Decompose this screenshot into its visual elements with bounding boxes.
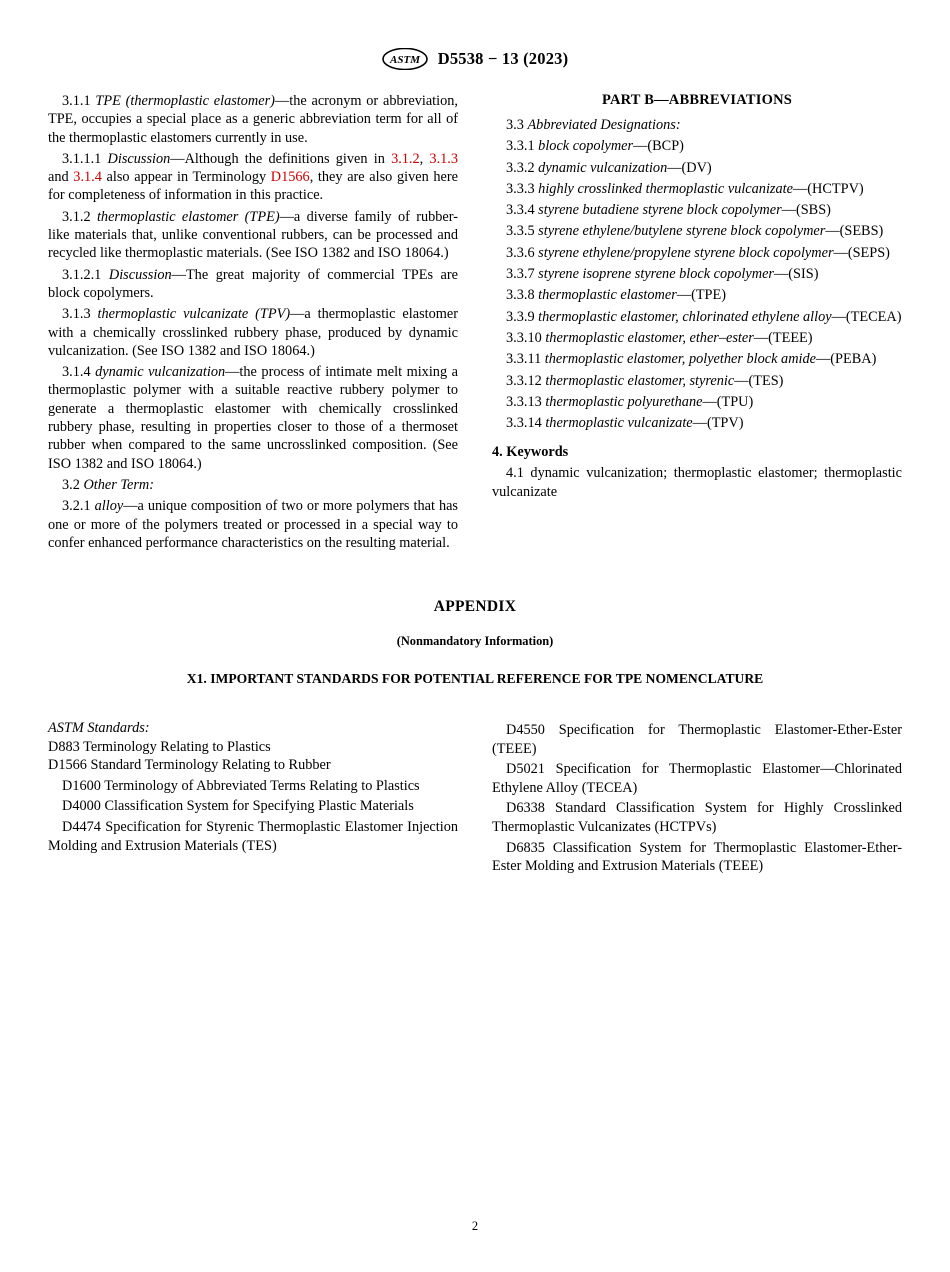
para-number: 3.1.2 — [62, 208, 91, 225]
abbrev-term: styrene butadiene styrene block copolymer — [538, 202, 782, 219]
standard-item[interactable]: D1566 Standard Terminology Relating to Rubber — [48, 757, 331, 774]
paragraph-3-1-1-1: 3.1.1.1 Discussion—Although the definitions given in 3.1.2, 3.1.3 and 3.1.4 also appear in Terminology D1566, they are also given here for completeness of information in this practice. — [48, 150, 459, 204]
abbrev-3-3-10 — [492, 329, 902, 347]
abbrev-code: —(SEBS) — [825, 223, 884, 240]
keywords-heading: 4. Keywords — [492, 444, 569, 461]
standard-item[interactable]: D5021 Specification for Thermoplastic Elastomer—Chlorinated Ethylene Alloy (TECEA) — [492, 761, 902, 796]
para-number: 3.3.11 — [506, 351, 542, 368]
para-number: 3.3.9 — [506, 308, 535, 325]
para-text: —a thermoplastic elastomer with a chemically crosslinked rubbery phase, produced by dynamic vulcanization. (See ISO 1382 and ISO 18064.) — [48, 306, 459, 359]
xref-d1566[interactable]: D1566 — [270, 169, 310, 186]
abbrev-3-3-6 — [492, 244, 902, 262]
para-term: Discussion — [107, 150, 171, 167]
astm-logo-icon — [382, 48, 428, 70]
para-term: Discussion — [108, 266, 172, 283]
abbrev-3-3-8 — [492, 286, 902, 304]
para-number: 3.2 — [62, 476, 80, 493]
abbrev-3-3-13 — [492, 393, 902, 411]
para-term: Other Term: — [83, 476, 155, 493]
document-title: D5538 − 13 (2023) — [437, 49, 569, 68]
abbrev-term: thermoplastic vulcanizate — [545, 415, 693, 432]
appendix-title: APPENDIX — [433, 598, 517, 616]
abbrev-term: block copolymer — [538, 138, 634, 155]
xref-3-1-2[interactable]: 3.1.2 — [391, 150, 420, 167]
para-number: 3.1.4 — [62, 364, 91, 381]
abbrev-3-3-1 — [492, 137, 902, 155]
abbrev-code: —(TPU) — [702, 393, 754, 410]
abbrev-code: —(TPV) — [692, 415, 744, 432]
abbrev-term: dynamic vulcanization — [538, 159, 668, 176]
abbrev-code: —(PEBA) — [815, 351, 877, 368]
page-number: 2 — [471, 1219, 479, 1233]
svg-text:ASTM: ASTM — [389, 54, 420, 66]
para-number: 3.2.1 — [62, 498, 91, 515]
abbrev-code: —(SEPS) — [833, 244, 890, 261]
para-number: 3.3.1 — [506, 138, 535, 155]
abbrev-term: thermoplastic elastomer, styrenic — [545, 372, 735, 389]
para-number: 3.3.12 — [506, 372, 542, 389]
paragraph-3-3 — [492, 116, 902, 134]
abbrev-term: thermoplastic elastomer — [538, 287, 677, 304]
abbrev-code: —(TES) — [734, 372, 784, 389]
para-text: —The great majority of commercial TPEs are block copolymers. — [48, 266, 458, 301]
right-column — [492, 92, 902, 552]
para-number: 3.1.1.1 — [62, 150, 102, 167]
abbrev-3-3-5 — [492, 222, 902, 240]
abbrev-term: thermoplastic elastomer, polyether block amide — [544, 351, 816, 368]
para-number: 3.3.14 — [506, 415, 542, 432]
appendix-section — [0, 598, 950, 876]
appendix-x1-title: X1. IMPORTANT STANDARDS FOR POTENTIAL REFERENCE FOR TPE NOMENCLATURE — [186, 671, 764, 687]
para-term: dynamic vulcanization — [95, 364, 226, 381]
abbrev-code: —(HCTPV) — [792, 180, 864, 197]
para-number: 3.3.10 — [506, 329, 542, 346]
para-number: 3.3.6 — [506, 244, 535, 261]
para-number: 3.3.8 — [506, 287, 535, 304]
para-number: 3.3.7 — [506, 266, 535, 283]
para-number: 3.3.4 — [506, 202, 535, 219]
appendix-right-column — [492, 719, 902, 876]
xref-3-1-3[interactable]: 3.1.3 — [429, 150, 459, 167]
para-term: thermoplastic vulcanizate (TPV) — [97, 306, 291, 323]
abbrev-3-3-14 — [492, 414, 902, 432]
para-number: 3.3 — [506, 117, 524, 133]
body-columns — [0, 70, 950, 552]
abbrev-3-3-11 — [492, 350, 902, 368]
abbrev-code: —(TPE) — [676, 287, 727, 304]
para-term: alloy — [94, 498, 124, 515]
abbrev-3-3-12 — [492, 372, 902, 390]
para-text: —the process of intimate melt mixing a thermoplastic polymer with a suitable reactive rubbery polymer to generate a thermoplastic elastomer with chemically crosslinked rubbery phase, resulting in properties closer to those of a thermoset rubber when compared to the same uncrosslinked composition. (See ISO 1382 and ISO 18064.) — [48, 364, 458, 472]
abbrev-term: styrene isoprene styrene block copolymer — [538, 266, 774, 283]
standard-item[interactable]: D6338 Standard Classification System for Highly Crosslinked Thermoplastic Vulcanizates (HCTPVs) — [492, 800, 902, 836]
para-number: 3.3.5 — [506, 223, 535, 240]
para-number: 3.1.1 — [62, 93, 91, 109]
para-number: 3.1.3 — [62, 306, 91, 323]
para-number: 3.1.2.1 — [62, 266, 102, 283]
abbrev-code: —(DV) — [667, 159, 712, 176]
standard-item[interactable]: D4000 Classification System for Specifying Plastic Materials — [62, 798, 414, 815]
nonmandatory-note: (Nonmandatory Information) — [396, 634, 554, 649]
paragraph-3-1-2-1 — [48, 266, 458, 303]
appendix-left-column — [48, 719, 458, 876]
paragraph-3-1-2 — [48, 208, 458, 263]
para-term: TPE (thermoplastic elastomer) — [95, 93, 275, 109]
para-number: 3.3.3 — [506, 180, 535, 197]
standard-item[interactable]: D6835 Classification System for Thermoplastic Elastomer-Ether-Ester Molding and Extrusion Materials (TEEE) — [492, 839, 902, 875]
astm-standards-label: ASTM Standards: — [48, 720, 150, 737]
paragraph-3-1-1 — [48, 92, 458, 147]
appendix-columns — [48, 719, 902, 876]
para-text: —a diverse family of rubber-like materials that, unlike conventional rubbers, can be processed and recycled like thermoplastic materials. (See ISO 1382 and ISO 18064.) — [48, 208, 458, 262]
abbrev-code: —(BCP) — [633, 138, 684, 155]
abbrev-code: —(SBS) — [781, 202, 831, 219]
abbrev-code: —(SIS) — [774, 266, 819, 283]
paragraph-3-1-4 — [48, 363, 458, 473]
paragraph-3-2 — [48, 476, 458, 494]
para-term: thermoplastic elastomer (TPE) — [96, 208, 280, 225]
standard-item[interactable]: D4550 Specification for Thermoplastic Elastomer-Ether-Ester (TEEE) — [492, 722, 902, 757]
paragraph-3-1-3 — [48, 305, 458, 360]
para-number: 3.3.13 — [506, 393, 542, 410]
xref-3-1-4[interactable]: 3.1.4 — [73, 169, 102, 186]
abbrev-3-3-7 — [492, 265, 902, 283]
standard-item[interactable]: D4474 Specification for Styrenic Thermoplastic Elastomer Injection Molding and Extrusion Materials (TES) — [48, 819, 458, 854]
para-number: 3.3.2 — [506, 159, 535, 176]
standard-item[interactable]: D883 Terminology Relating to Plastics — [48, 738, 271, 755]
abbrev-term: thermoplastic elastomer, ether–ester — [545, 329, 754, 346]
page-header — [0, 0, 950, 70]
paragraph-3-2-1 — [48, 497, 458, 552]
para-text: —the acronym or abbreviation, TPE, occupies a special place as a generic abbreviation term for all of the thermoplastic elastomers currently in use. — [48, 93, 458, 146]
abbrev-term: thermoplastic elastomer, chlorinated ethylene alloy — [538, 308, 832, 325]
abbrev-term: styrene ethylene/butylene styrene block copolymer — [538, 223, 826, 240]
left-column — [48, 92, 458, 552]
abbrev-code: —(TEEE) — [753, 329, 813, 346]
abbrev-term: styrene ethylene/propylene styrene block copolymer — [538, 244, 834, 261]
abbrev-3-3-2 — [492, 159, 902, 177]
para-term: Abbreviated Designations: — [527, 117, 681, 133]
abbrev-3-3-9 — [492, 308, 902, 326]
abbrev-code: —(TECEA) — [831, 308, 902, 325]
abbrev-3-3-3 — [492, 180, 902, 198]
standard-item[interactable]: D1600 Terminology of Abbreviated Terms Relating to Plastics — [62, 777, 420, 794]
abbrev-3-3-4 — [492, 201, 902, 219]
keywords-body: 4.1 dynamic vulcanization; thermoplastic elastomer; thermoplastic vulcanizate — [492, 465, 902, 500]
abbrev-term: thermoplastic polyurethane — [545, 393, 703, 410]
abbrev-term: highly crosslinked thermoplastic vulcanizate — [538, 180, 793, 197]
para-text: —a unique composition of two or more polymers that has one or more of the polymers treated or processed in a special way to confer enhanced performance characteristics on the resulting material. — [48, 498, 458, 551]
part-b-heading: PART B—ABBREVIATIONS — [601, 92, 792, 108]
